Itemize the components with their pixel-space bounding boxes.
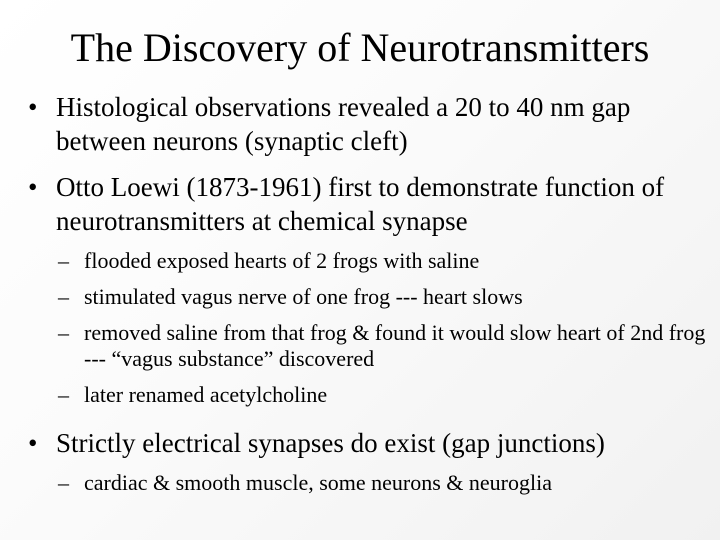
sub-bullet-item xyxy=(28,470,708,496)
bullet-item xyxy=(28,170,708,408)
bullet-item xyxy=(28,426,708,496)
bullet-text: Otto Loewi (1873-1961) first to demonstrate function of neurotransmitters at chemical synapse xyxy=(56,172,665,236)
dash-icon: – xyxy=(58,320,69,345)
sub-bullet-item xyxy=(28,248,708,274)
bullet-item xyxy=(28,90,708,158)
dash-icon: – xyxy=(58,284,69,309)
sub-bullet-text: later renamed acetylcholine xyxy=(84,382,328,407)
bullet-text: Histological observations revealed a 20 to 40 nm gap between neurons (synaptic cleft) xyxy=(56,92,631,156)
bullet-icon: • xyxy=(28,428,38,458)
sub-bullet-list xyxy=(28,470,708,496)
sub-bullet-item xyxy=(28,320,708,372)
dash-icon: – xyxy=(58,470,69,495)
sub-bullet-list xyxy=(28,248,708,408)
sub-bullet-text: cardiac & smooth muscle, some neurons & neuroglia xyxy=(84,470,552,495)
sub-bullet-text: stimulated vagus nerve of one frog --- heart slows xyxy=(84,284,523,309)
bullet-icon: • xyxy=(28,92,38,122)
dash-icon: – xyxy=(58,248,69,273)
slide-title: The Discovery of Neurotransmitters xyxy=(70,25,650,70)
bullet-icon: • xyxy=(28,172,38,202)
sub-bullet-text: flooded exposed hearts of 2 frogs with saline xyxy=(84,248,480,273)
dash-icon: – xyxy=(58,382,69,407)
sub-bullet-item xyxy=(28,284,708,310)
bullet-list xyxy=(28,90,708,506)
sub-bullet-item xyxy=(28,382,708,408)
sub-bullet-text: removed saline from that frog & found it would slow heart of 2nd frog --- “vagus substance” discovered xyxy=(84,320,706,371)
bullet-text: Strictly electrical synapses do exist (gap junctions) xyxy=(56,428,605,458)
